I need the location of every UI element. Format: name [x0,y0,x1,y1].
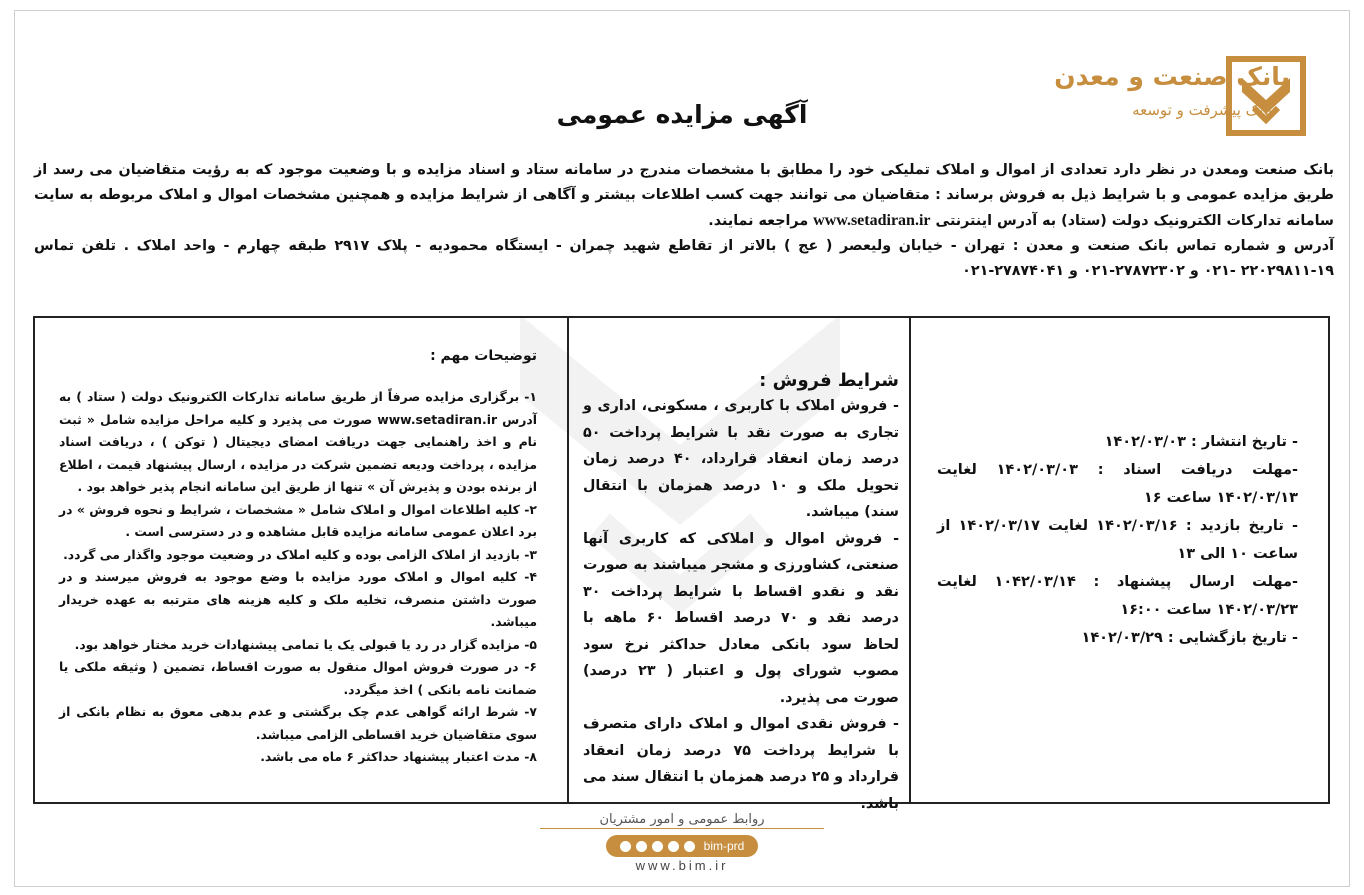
twitter-icon[interactable] [652,841,663,852]
dates-list [937,428,1298,652]
intro-paragraph [34,158,1334,234]
page-title: آگهی مزایده عمومی [556,100,808,129]
note-item: ۳- بازدید از املاک الزامی بوده و کلیه املاک در وضعیت موجود واگذار می گردد. [63,546,537,562]
note-item: ۱- برگزاری مزایده صرفاً از طریق سامانه تدارکات الکترونیک دولت ( ستاد ) به آدرس www.setadiran.ir صورت می پذیرد و کلیه مراحل مزایده شامل « ثبت نام و اخذ راهنمایی جهت دریافت امضای دیجیتال ( توکن ) ، دریافت اسناد مزایده ، پرداخت ودیعه تضمین شرکت در مزایده ، ارسال پیشنهاد قیمت ، اطلاع از برنده بودن و پذیرش آن » تنها از طریق این سامانه انجام پذیر خواهد بود . [59,389,537,494]
terms-paragraph: - فروش اموال و املاکی که کاربری آنها صنعتی، کشاورزی و مشجر میباشند به صورت نقد و نقدو اقساط با شرایط پرداخت ۳۰ درصد نقد و ۷۰ درصد اقساط ۶۰ ماهه با لحاظ سود بانکی معادل حداکثر نرخ سود مصوب شورای پول و اعتبار ( ۲۳ درصد) صورت می پذیرد. [583,530,899,706]
setadiran-link[interactable]: www.setadiran.ir [813,212,931,229]
date-item: - تاریخ بازدید : ۱۴۰۲/۰۳/۱۶ لغایت ۱۴۰۲/۰۳/۱۷ از ساعت ۱۰ الی ۱۳ [937,518,1298,562]
date-item: - تاریخ انتشار : ۱۴۰۲/۰۳/۰۳ [1104,434,1298,450]
intro-text: بانک صنعت ومعدن در نظر دارد تعدادی از اموال و املاک تملیکی خود را مطابق با مشخصات مندرج در سامانه ستاد و اسناد مزایده و با وضعیت موجود که به رؤیت متقاضیان می رسد از طریق مزایده عمومی و با شرایط ذیل به فروش برساند : متقاضیان می توانند جهت کسب اطلاعات بیشتر و آگاهی از شرایط مزایده و همچنین مشخصات اموال و املاک مربوطه به سایت سامانه تدارکات الکترونیک دولت (ستاد) به آدرس اینترنتی [34,162,1334,229]
terms-paragraph: - فروش املاک با کاربری ، مسکونی، اداری و تجاری به صورت نقد با شرایط پرداخت ۵۰ درصد زمان انعقاد قرارداد، ۴۰ درصد زمان تحویل ملک و ۱۰ درصد همزمان با انتقال سند) میباشد. [583,398,900,520]
footer-divider [540,828,824,829]
date-item: -مهلت دریافت اسناد : ۱۴۰۲/۰۳/۰۳ لغایت ۱۴۰۲/۰۳/۱۳ ساعت ۱۶ [937,462,1298,506]
notes-list [59,386,537,769]
note-item: ۵- مزایده گزار در رد یا قبولی یک یا تمامی پیشنهادات خرید مختار خواهد بود. [74,636,537,652]
social-handle: bim-prd [703,839,745,853]
terms-column [567,318,909,812]
terms-paragraph: - فروش نقدی اموال و املاک دارای متصرف با شرایط پرداخت ۷۵ درصد زمان انعقاد قرارداد و ۲۵ درصد همزمان با انتقال سند می باشد. [583,716,899,812]
linkedin-icon[interactable] [684,841,695,852]
intro-section [34,158,1334,284]
footer-department: روابط عمومی و امور مشتریان [599,812,765,827]
notes-column [35,318,567,802]
bank-tagline: بانک پیشرفت و توسعه [1132,101,1272,119]
note-item: ۸- مدت اعتبار پیشنهاد حداکثر ۶ ماه می باشد. [260,749,537,764]
telegram-icon[interactable] [636,841,647,852]
note-item: ۶- در صورت فروش اموال منقول به صورت اقساط، تضمین ( وثیقه ملکی یا ضمانت نامه بانکی ) اخذ میگردد. [59,659,537,697]
bank-name: بانک صنعت و معدن [1054,62,1290,91]
footer-website-link[interactable]: www.bim.ir [635,858,729,873]
instagram-icon[interactable] [620,841,631,852]
intro-text-end: مراجعه نمایند. [708,213,809,229]
terms-heading: شرایط فروش : [759,370,899,391]
social-bar [606,835,758,857]
note-item: ۲- کلیه اطلاعات اموال و املاک شامل « مشخصات ، شرایط و نحوه فروش » در برد اعلان عمومی سامانه مزایده قابل مشاهده و در دسترسی است . [59,501,537,539]
note-item: ۷- شرط ارائه گواهی عدم چک برگشتی و عدم بدهی معوق به نظام بانکی از سوی متقاضیان خرید اقساطی الزامی میباشد. [59,704,537,742]
note-item: ۴- کلیه اموال و املاک مورد مزایده با وضع موجود به فروش میرسند و در صورت داشتن منصرف، تخلیه ملک و کلیه هزینه های مترتبه به عهده خریدار میباشد. [59,569,537,629]
aparat-icon[interactable] [668,841,679,852]
contact-paragraph: آدرس و شماره تماس بانک صنعت و معدن : تهران - خیابان ولیعصر ( عج ) بالاتر از تقاطع شهید چمران - ایستگاه محمودیه - پلاک ۲۹۱۷ طبقه چهارم - واحد املاک . تلفن تماس ۱۹-۲۲۰۲۹۸۱۱ -۰۲۱ و ۲۷۸۷۲۳۰۲-۰۲۱ و ۲۷۸۷۴۰۴۱-۰۲۱ [34,238,1334,279]
date-item: - تاریخ بازگشایی : ۱۴۰۲/۰۳/۲۹ [1081,630,1298,646]
date-item: -مهلت ارسال پیشنهاد : ۱۰۴۲/۰۳/۱۴ لغایت ۱۴۰۲/۰۳/۲۳ ساعت ۱۶:۰۰ [937,574,1298,618]
notes-heading: توضیحات مهم : [430,348,537,364]
dates-column [909,318,1328,802]
details-table [33,316,1330,812]
